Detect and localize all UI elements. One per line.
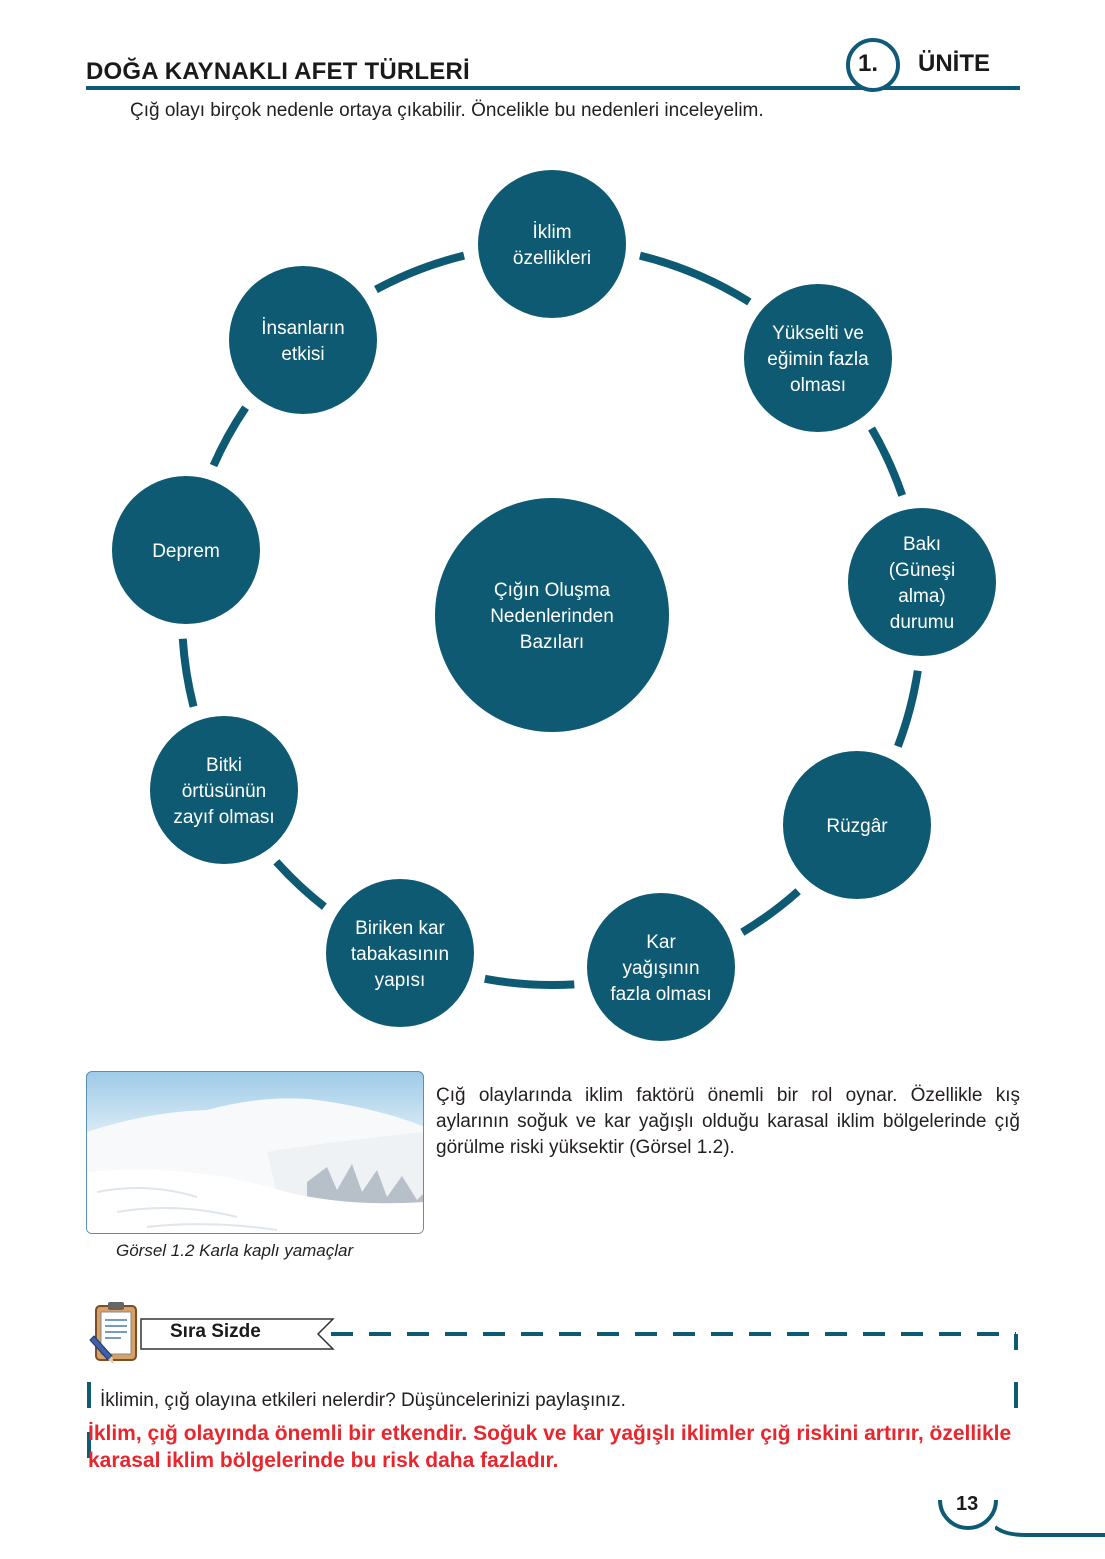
diagram-cause-node-label: etkisi xyxy=(281,344,325,365)
diagram-center-node-label: Çığın Oluşma xyxy=(493,580,611,601)
body-paragraph: Çığ olaylarında iklim faktörü önemli bir rol oynar. Özellikle kış aylarının soğuk ve kar yağışlı olduğu karasal iklim bölgelerinde çığ görülme riski yüksektir (Görsel 1.2). xyxy=(436,1085,1020,1158)
diagram-cause-node-label: tabakasının xyxy=(350,944,450,965)
diagram-cause-node-label: olması xyxy=(790,375,846,396)
diagram-connector-arc xyxy=(485,979,574,985)
activity-question: İklimin, çığ olayına etkileri nelerdir? Düşüncelerinizi paylaşınız. xyxy=(100,1390,626,1411)
diagram-cause-node-label: İnsanların xyxy=(261,318,345,339)
diagram-cause-node xyxy=(478,170,626,318)
diagram-cause-node-label: Bitki xyxy=(206,755,242,776)
figure-caption: Görsel 1.2 Karla kaplı yamaçlar xyxy=(116,1241,354,1260)
diagram-cause-node-label: Bakı xyxy=(902,534,942,555)
diagram-cause-node xyxy=(112,476,260,624)
diagram-cause-node-label: özellikleri xyxy=(512,248,592,269)
diagram-connector-arc xyxy=(276,862,324,907)
diagram-cause-node xyxy=(744,284,892,432)
clipboard-icon xyxy=(86,1300,144,1366)
diagram-connector-arc xyxy=(640,256,749,302)
causes-diagram xyxy=(0,150,1105,1050)
diagram-cause-node-label: yapısı xyxy=(374,970,426,991)
diagram-connector-arc xyxy=(214,408,246,466)
diagram-connector-arc xyxy=(183,639,194,707)
diagram-cause-node xyxy=(150,716,298,864)
diagram-cause-node xyxy=(783,751,931,899)
diagram-cause-node-label: İklim xyxy=(532,222,572,243)
diagram-connector-arc xyxy=(872,429,903,496)
diagram-center-node-label: Bazıları xyxy=(519,632,585,653)
diagram-cause-node-label: Deprem xyxy=(152,541,220,562)
diagram-cause-node xyxy=(326,879,474,1027)
snowy-slopes-photo xyxy=(86,1071,424,1234)
diagram-cause-node xyxy=(587,893,735,1041)
diagram-cause-node-label: Rüzgâr xyxy=(826,816,888,837)
diagram-connector-arc xyxy=(376,256,464,290)
snow-landscape-illustration xyxy=(87,1072,424,1234)
diagram-cause-node-label: alma) xyxy=(898,586,946,607)
diagram-cause-node-label: zayıf olması xyxy=(173,807,275,828)
diagram-cause-node-label: durumu xyxy=(889,612,955,633)
intro-text: Çığ olayı birçok nedenle ortaya çıkabilir. Öncelikle bu nedenleri inceleyelim. xyxy=(130,100,764,121)
diagram-cause-node-label: örtüsünün xyxy=(181,781,267,802)
diagram-center-node-label: Nedenlerinden xyxy=(490,606,614,627)
diagram-cause-node-label: eğimin fazla xyxy=(767,349,869,370)
page-footer-rule xyxy=(995,1525,1105,1539)
diagram-cause-node-circle xyxy=(229,266,377,414)
diagram-center-node xyxy=(435,498,669,732)
diagram-cause-node-circle xyxy=(848,508,996,656)
diagram-connector-arc xyxy=(742,891,798,932)
page-number: 13 xyxy=(956,1493,979,1515)
diagram-cause-node-label: yağışının xyxy=(622,958,700,979)
diagram-cause-node-label: Kar xyxy=(646,932,676,953)
diagram-cause-node xyxy=(848,508,996,656)
unit-label: ÜNİTE xyxy=(918,50,990,77)
diagram-connector-arc xyxy=(898,671,918,747)
activity-label: Sıra Sizde xyxy=(170,1321,261,1342)
activity-answer: İklim, çığ olayında önemli bir etkendir. Soğuk ve kar yağışlı iklimler çığ riskini artırır, özellikle karasal iklim bölgelerinde bu risk daha fazladır. xyxy=(88,1422,1012,1472)
diagram-cause-node-label: (Güneşi xyxy=(888,560,956,581)
diagram-cause-node-circle xyxy=(478,170,626,318)
unit-number: 1. xyxy=(858,50,879,77)
diagram-cause-node xyxy=(229,266,377,414)
diagram-cause-node-label: Yükselti ve xyxy=(772,323,864,344)
diagram-cause-node-label: fazla olması xyxy=(610,984,712,1005)
diagram-cause-node-label: Biriken kar xyxy=(355,918,445,939)
page-header-title: DOĞA KAYNAKLI AFET TÜRLERİ xyxy=(86,58,470,85)
